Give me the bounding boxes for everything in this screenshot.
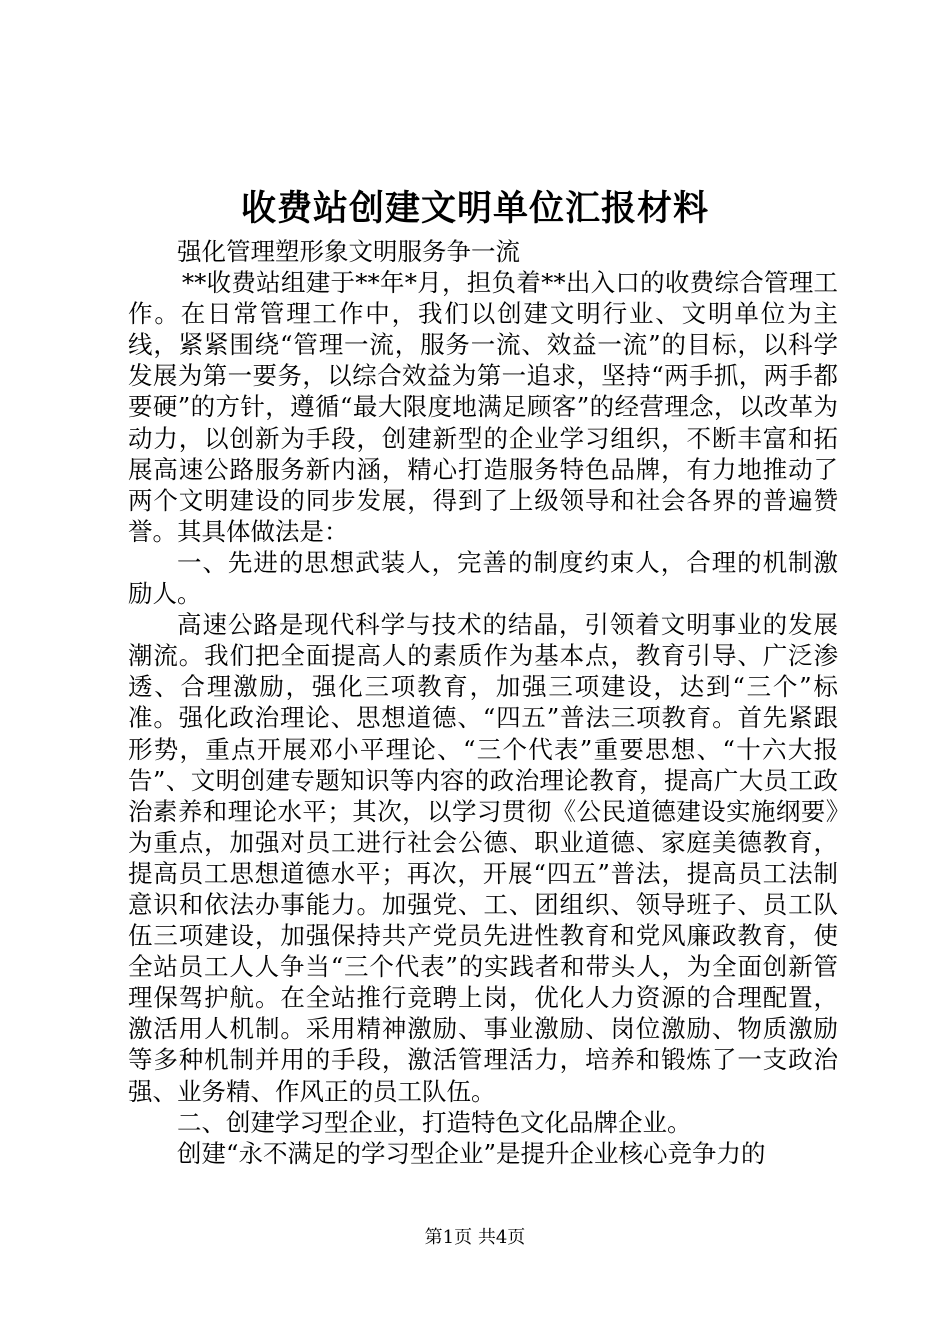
intro-paragraph: **收费站组建于**年*月，担负着**出入口的收费综合管理工作。在日常管理工作中，我们以创建文明行业、文明单位为主线，紧紧围绕“管理一流，服务一流、效益一流”的目标，以科学发展为第一要务，以综合效益为第一追求，坚持“两手抓，两手都要硬”的方针，遵循“最大限度地满足顾客”的经营理念，以改革为动力，以创新为手段，创建新型的企业学习组织，不断丰富和拓展高速公路服务新内涵，精心打造服务特色品牌，有力地推动了两个文明建设的同步发展，得到了上级领导和社会各界的普遍赞誉。其具体做法是： bbox=[128, 268, 838, 546]
section-2-paragraph: 创建“永不满足的学习型企业”是提升企业核心竞争力的 bbox=[177, 1138, 766, 1168]
section-1-paragraph: 高速公路是现代科学与技术的结晶，引领着文明事业的发展潮流。我们把全面提高人的素质作为基本点，教育引导、广泛渗透、合理激励，强化三项教育，加强三项建设，达到“三个”标准。强化政治理论、思想道德、“四五”普法三项教育。首先紧跟形势，重点开展邓小平理论、“三个代表”重要思想、“十六大报告”、文明创建专题知识等内容的政治理论教育，提高广大员工政治素养和理论水平；其次，以学习贯彻《公民道德建设实施纲要》为重点，加强对员工进行社会公德、职业道德、家庭美德教育，提高员工思想道德水平；再次，开展“四五”普法，提高员工法制意识和依法办事能力。加强党、工、团组织、领导班子、员工队伍三项建设，加强保持共产党员先进性教育和党风廉政教育，使全站员工人人争当“三个代表”的实践者和带头人，为全面创新管理保驾护航。在全站推行竞聘上岗，优化人力资源的合理配置，激活用人机制。采用精神激励、事业激励、岗位激励、物质激励等多种机制并用的手段，激活管理活力，培养和锻炼了一支政治强、业务精、作风正的员工队伍。 bbox=[128, 610, 838, 1106]
page-footer: 第1页 共4页 bbox=[424, 1227, 526, 1248]
section-heading-2: 二、创建学习型企业，打造特色文化品牌企业。 bbox=[177, 1107, 692, 1137]
subtitle-paragraph: 强化管理塑形象文明服务争一流 bbox=[177, 237, 520, 266]
document-body bbox=[128, 236, 838, 1169]
document-title: 收费站创建文明单位汇报材料 bbox=[240, 188, 709, 229]
section-heading-1: 一、先进的思想武装人，完善的制度约束人，合理的机制激励人。 bbox=[128, 547, 838, 609]
